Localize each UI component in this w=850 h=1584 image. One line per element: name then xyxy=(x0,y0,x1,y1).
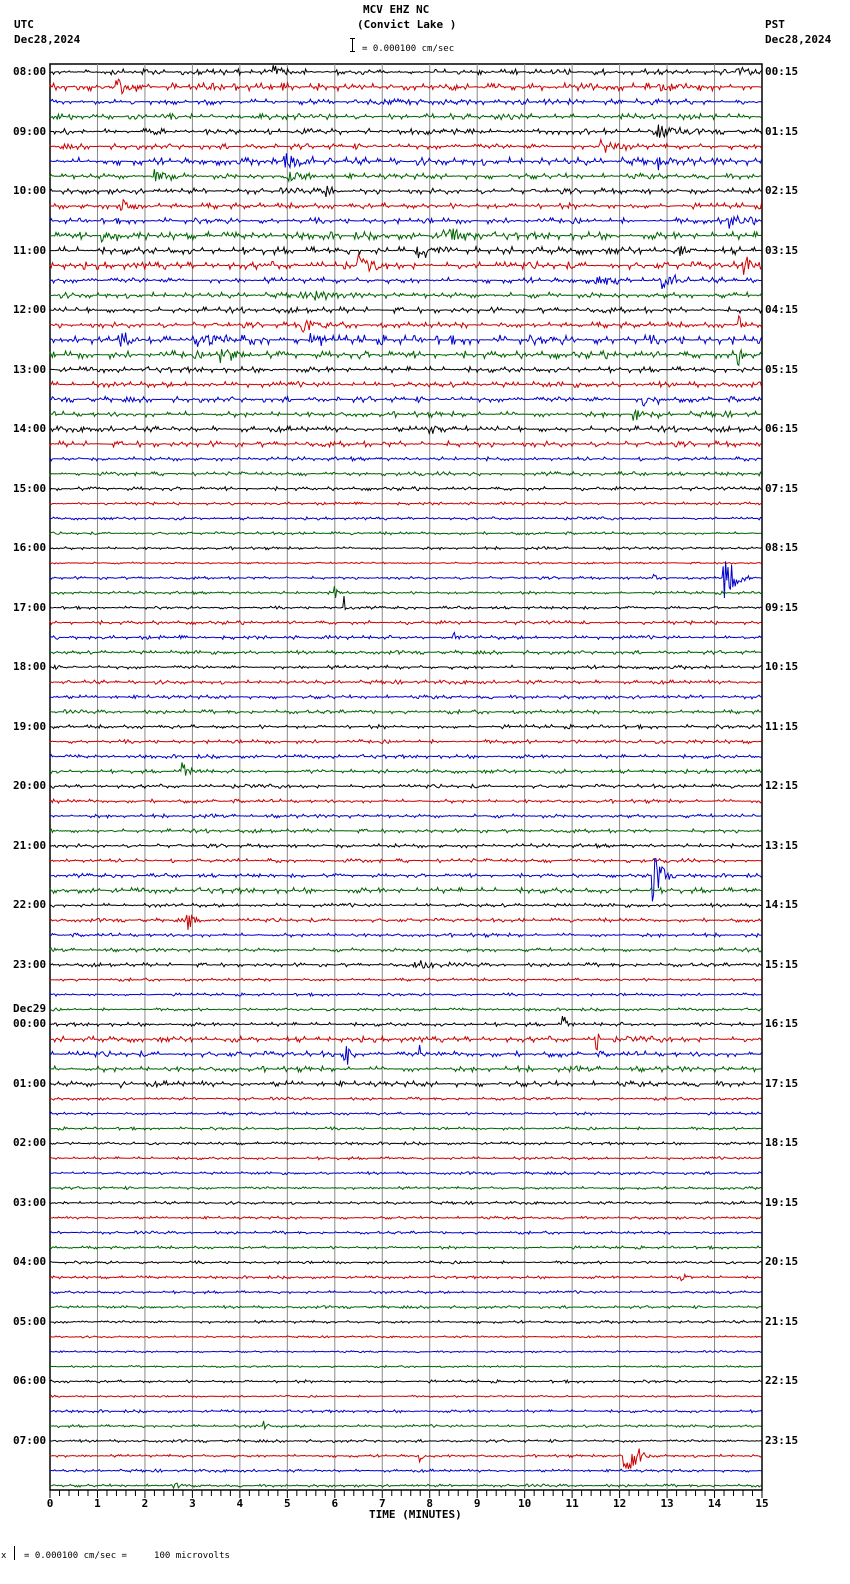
trace-row xyxy=(50,229,762,242)
utc-hour-label: 22:00 xyxy=(13,898,47,912)
right-timezone: PST xyxy=(765,18,785,31)
utc-hour-label: 20:00 xyxy=(13,779,47,793)
trace-row xyxy=(50,316,762,332)
trace-row xyxy=(50,1045,762,1065)
trace-row xyxy=(50,1440,762,1443)
trace-row xyxy=(50,1483,762,1488)
trace-row xyxy=(50,695,762,699)
scale-prefix: x xyxy=(1,1551,7,1561)
pst-hour-label: 08:15 xyxy=(765,541,799,555)
utc-hour-label: 13:00 xyxy=(13,362,47,376)
trace-row xyxy=(50,1449,762,1469)
trace-row xyxy=(50,1081,762,1088)
trace-row xyxy=(50,1291,762,1294)
trace-row xyxy=(50,441,762,447)
trace-row xyxy=(50,333,762,347)
x-tick-label: 5 xyxy=(284,1497,291,1510)
x-tick-label: 0 xyxy=(46,1497,54,1510)
trace-row xyxy=(50,367,762,373)
x-tick-label: 15 xyxy=(755,1497,769,1510)
trace-row xyxy=(50,472,762,476)
trace-row xyxy=(50,1246,762,1249)
pst-hour-label: 15:15 xyxy=(765,957,799,971)
pst-hour-label: 19:15 xyxy=(765,1195,799,1209)
left-date: Dec28,2024 xyxy=(14,33,81,46)
utc-hour-label: 15:00 xyxy=(13,481,47,495)
utc-hour-label: 17:00 xyxy=(13,600,47,614)
pst-hour-label: 02:15 xyxy=(765,184,799,198)
pst-hour-label: 04:15 xyxy=(765,303,799,317)
trace-row xyxy=(50,933,762,937)
trace-row xyxy=(50,200,762,211)
pst-hour-label: 03:15 xyxy=(765,243,799,257)
trace-row xyxy=(50,1034,762,1050)
trace-row xyxy=(50,532,762,535)
footer-scale-bar-icon xyxy=(14,1546,15,1560)
trace-row xyxy=(50,1172,762,1175)
trace-row xyxy=(50,1469,762,1472)
trace-row xyxy=(50,1366,762,1368)
pst-hour-label: 20:15 xyxy=(765,1255,799,1269)
trace-row xyxy=(50,680,762,684)
trace-row xyxy=(50,586,762,598)
trace-row xyxy=(50,125,762,138)
trace-row xyxy=(50,710,762,714)
trace-row xyxy=(50,1274,762,1280)
pst-hour-label: 12:15 xyxy=(765,779,799,793)
trace-row xyxy=(50,426,762,434)
trace-row xyxy=(50,1261,762,1264)
utc-hour-label: 04:00 xyxy=(13,1255,47,1269)
trace-row xyxy=(50,665,762,669)
utc-hour-label: 03:00 xyxy=(13,1195,47,1209)
trace-row xyxy=(50,1157,762,1160)
utc-hour-label: 10:00 xyxy=(13,184,47,198)
trace-row xyxy=(50,755,762,759)
trace-row xyxy=(50,457,762,461)
x-tick-label: 11 xyxy=(565,1497,579,1510)
utc-hour-label: 06:00 xyxy=(13,1374,47,1388)
pst-hour-label: 10:15 xyxy=(765,660,799,674)
x-tick-label: 1 xyxy=(94,1497,101,1510)
trace-row xyxy=(50,291,762,301)
pst-hour-label: 07:15 xyxy=(765,481,799,495)
trace-row xyxy=(50,784,762,788)
trace-row xyxy=(50,1142,762,1145)
trace-row xyxy=(50,186,762,197)
trace-row xyxy=(50,153,762,170)
trace-row xyxy=(50,799,762,803)
trace-row xyxy=(50,1351,762,1353)
trace-row xyxy=(50,396,762,406)
trace-row xyxy=(50,1097,762,1100)
trace-row xyxy=(50,1320,762,1323)
trace-row xyxy=(50,382,762,388)
trace-row xyxy=(50,562,762,564)
trace-row xyxy=(50,915,762,930)
pst-hour-label: 06:15 xyxy=(765,422,799,436)
trace-row xyxy=(50,1187,762,1190)
pst-hour-label: 16:15 xyxy=(765,1017,799,1031)
utc-hour-label: 21:00 xyxy=(13,838,47,852)
pst-hour-label: 18:15 xyxy=(765,1136,799,1150)
utc-hour-label: 07:00 xyxy=(13,1433,47,1447)
trace-row xyxy=(50,502,762,505)
trace-row xyxy=(50,888,762,894)
trace-row xyxy=(50,948,762,952)
trace-row xyxy=(50,960,762,968)
x-tick-label: 8 xyxy=(426,1497,434,1510)
trace-row xyxy=(50,1336,762,1338)
utc-hour-label: 12:00 xyxy=(13,303,47,317)
trace-row xyxy=(50,1395,762,1397)
trace-row xyxy=(50,114,762,120)
trace-row xyxy=(50,633,762,640)
trace-row xyxy=(50,1306,762,1309)
trace-row xyxy=(50,487,762,491)
trace-row xyxy=(50,859,762,902)
trace-row xyxy=(50,275,762,289)
trace-row xyxy=(50,903,762,907)
x-tick-label: 7 xyxy=(378,1497,386,1510)
trace-row xyxy=(50,246,762,258)
trace-row xyxy=(50,814,762,818)
trace-row xyxy=(50,596,762,609)
station-title: MCV EHZ NC xyxy=(363,3,430,16)
trace-row xyxy=(50,169,762,181)
plot-frame xyxy=(50,64,762,1490)
x-tick-label: 13 xyxy=(660,1497,674,1510)
day-change-label: Dec29 xyxy=(13,1002,47,1016)
pst-hour-label: 13:15 xyxy=(765,838,799,852)
trace-row xyxy=(50,1066,762,1072)
trace-row xyxy=(50,517,762,520)
x-tick-label: 3 xyxy=(189,1497,196,1510)
pst-hour-label: 14:15 xyxy=(765,898,799,912)
trace-row xyxy=(50,99,762,105)
x-tick-label: 6 xyxy=(331,1497,339,1510)
trace-row xyxy=(50,216,762,229)
pst-hour-label: 05:15 xyxy=(765,362,799,376)
trace-row xyxy=(50,1421,762,1429)
pst-hour-label: 21:15 xyxy=(765,1314,799,1328)
utc-hour-label: 09:00 xyxy=(13,124,47,138)
utc-hour-label: 19:00 xyxy=(13,719,47,733)
pst-hour-label: 01:15 xyxy=(765,124,799,138)
pst-hour-label: 09:15 xyxy=(765,600,799,614)
utc-hour-label: 16:00 xyxy=(13,541,47,555)
trace-row xyxy=(50,1008,762,1011)
trace-row xyxy=(50,650,762,654)
trace-row xyxy=(50,1231,762,1234)
pst-hour-label: 22:15 xyxy=(765,1374,799,1388)
trace-row xyxy=(50,993,762,996)
footer-scale-note: = 0.000100 cm/sec = 100 microvolts xyxy=(24,1551,230,1561)
trace-row xyxy=(50,79,762,94)
trace-row xyxy=(50,547,762,550)
trace-row xyxy=(50,621,762,625)
pst-hour-label: 17:15 xyxy=(765,1076,799,1090)
trace-row xyxy=(50,1410,762,1413)
trace-row xyxy=(50,1380,762,1383)
utc-hour-label: 14:00 xyxy=(13,422,47,436)
trace-row xyxy=(50,1216,762,1219)
trace-row xyxy=(50,410,762,420)
trace-row xyxy=(50,1127,762,1130)
utc-hour-label: 00:00 xyxy=(13,1017,47,1031)
trace-row xyxy=(50,725,762,729)
left-timezone: UTC xyxy=(14,18,34,31)
trace-row xyxy=(50,307,762,313)
x-tick-label: 14 xyxy=(707,1497,722,1510)
utc-hour-label: 08:00 xyxy=(13,65,47,78)
x-tick-label: 12 xyxy=(612,1497,627,1510)
trace-row xyxy=(50,844,762,848)
trace-row xyxy=(50,762,762,775)
trace-row xyxy=(50,1016,762,1026)
trace-row xyxy=(50,1112,762,1115)
x-tick-label: 4 xyxy=(236,1497,244,1510)
trace-row xyxy=(50,978,762,981)
utc-hour-label: 23:00 xyxy=(13,957,47,971)
utc-hour-label: 05:00 xyxy=(13,1314,47,1328)
utc-hour-label: 18:00 xyxy=(13,660,47,674)
pst-hour-label: 11:15 xyxy=(765,719,799,733)
x-axis-label: TIME (MINUTES) xyxy=(369,1508,462,1521)
x-tick-label: 9 xyxy=(473,1497,481,1510)
utc-hour-label: 01:00 xyxy=(13,1076,47,1090)
x-tick-label: 2 xyxy=(141,1497,149,1510)
trace-row xyxy=(50,740,762,744)
trace-row xyxy=(50,254,762,274)
trace-row xyxy=(50,65,762,75)
trace-row xyxy=(50,829,762,833)
utc-hour-label: 11:00 xyxy=(13,243,47,257)
station-location: (Convict Lake ) xyxy=(357,18,457,31)
trace-row xyxy=(50,1201,762,1204)
pst-hour-label: 00:15 xyxy=(765,65,799,78)
trace-row xyxy=(50,349,762,365)
pst-hour-label: 23:15 xyxy=(765,1433,799,1447)
right-date: Dec28,2024 xyxy=(765,33,832,46)
x-tick-label: 10 xyxy=(518,1497,532,1510)
trace-row xyxy=(50,140,762,153)
scale-text: = 0.000100 cm/sec xyxy=(362,44,455,54)
utc-hour-label: 02:00 xyxy=(13,1136,47,1150)
